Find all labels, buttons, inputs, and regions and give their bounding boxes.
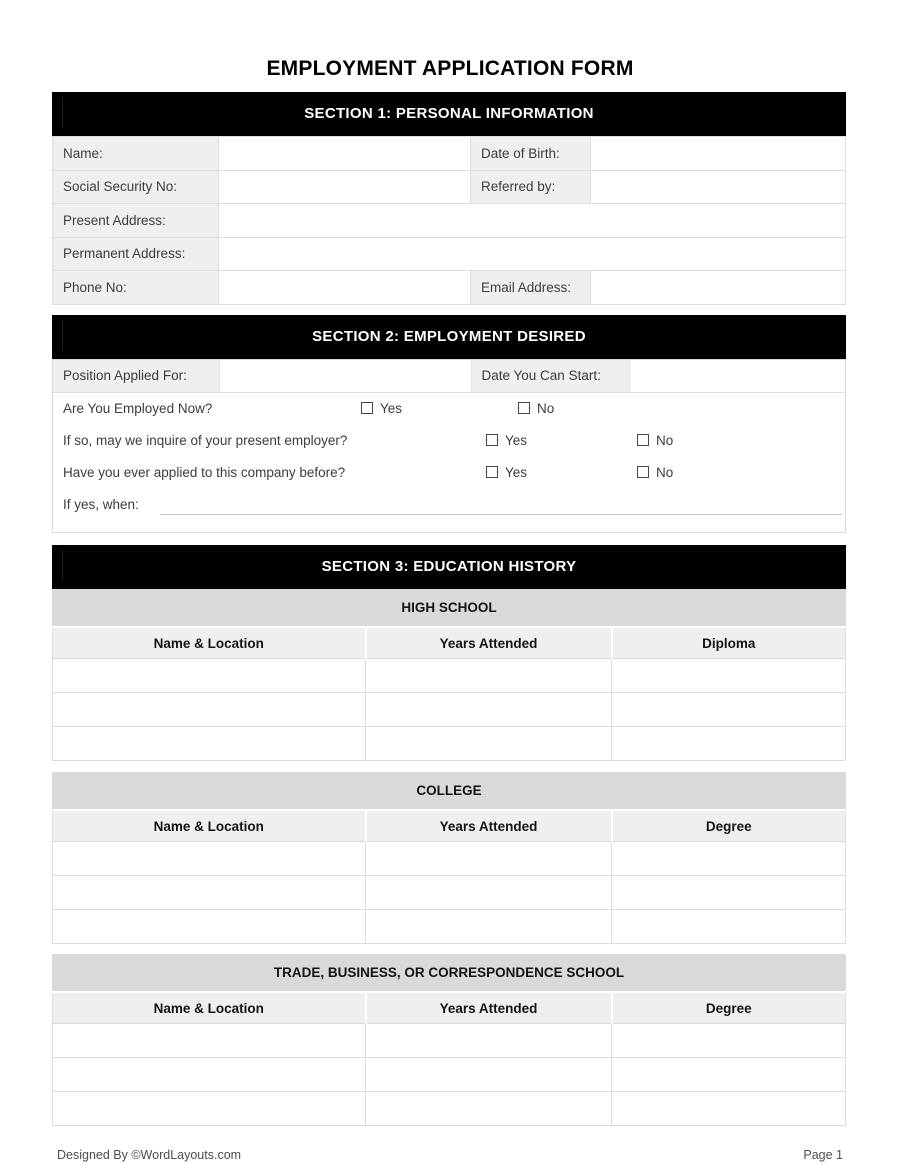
column-header-years-attended: Years Attended — [366, 627, 612, 659]
question-applied-before-row — [53, 457, 845, 489]
inquire-yes-checkbox[interactable] — [486, 425, 527, 457]
designed-by-credit: Designed By ©WordLayouts.com — [57, 1148, 242, 1162]
question-applied-before-label: Have you ever applied to this company before? — [63, 465, 346, 480]
personal-info-table — [52, 136, 846, 305]
trade-school-band: TRADE, BUSINESS, OR CORRESPONDENCE SCHOOL — [52, 954, 846, 991]
form-content — [52, 92, 846, 1162]
edu-cell[interactable] — [612, 1058, 846, 1092]
table-row — [53, 1092, 846, 1126]
permanent-address-label: Permanent Address: — [53, 237, 219, 271]
present-address-input[interactable] — [219, 204, 846, 238]
edu-cell[interactable] — [366, 1058, 612, 1092]
education-table-high-school — [52, 589, 846, 761]
table-row — [53, 271, 846, 305]
college-table — [52, 809, 846, 944]
date-start-input[interactable] — [629, 360, 845, 393]
present-address-label: Present Address: — [53, 204, 219, 238]
name-label: Name: — [53, 137, 219, 171]
table-header-row — [53, 627, 846, 659]
high-school-table — [52, 626, 846, 761]
edu-cell[interactable] — [612, 1092, 846, 1126]
edu-cell[interactable] — [612, 842, 846, 876]
table-row — [53, 727, 846, 761]
table-row — [53, 237, 846, 271]
phone-input[interactable] — [219, 271, 471, 305]
social-security-label: Social Security No: — [53, 170, 219, 204]
table-row — [53, 360, 845, 393]
no-option-label: No — [656, 465, 674, 480]
inquire-no-checkbox[interactable] — [637, 425, 673, 457]
column-header-degree: Degree — [612, 810, 846, 842]
email-label: Email Address: — [471, 271, 591, 305]
edu-cell[interactable] — [612, 910, 846, 944]
education-table-college — [52, 772, 846, 944]
edu-cell[interactable] — [366, 910, 612, 944]
edu-cell[interactable] — [53, 1024, 366, 1058]
applied-before-yes-checkbox[interactable] — [486, 457, 527, 489]
table-row — [53, 170, 846, 204]
edu-cell[interactable] — [53, 1058, 366, 1092]
section3-header-label: SECTION 3: EDUCATION HISTORY — [321, 558, 577, 575]
applied-before-no-checkbox[interactable] — [637, 457, 673, 489]
edu-cell[interactable] — [366, 727, 612, 761]
edu-cell[interactable] — [366, 1092, 612, 1126]
section2-header — [52, 315, 846, 359]
employed-yes-checkbox[interactable] — [361, 393, 402, 425]
section1-header-label: SECTION 1: PERSONAL INFORMATION — [304, 105, 594, 122]
edu-cell[interactable] — [53, 693, 366, 727]
checkbox-unchecked-icon[interactable] — [486, 434, 498, 446]
table-row — [53, 910, 846, 944]
yes-option-label: Yes — [505, 465, 528, 480]
social-security-input[interactable] — [219, 170, 471, 204]
referred-by-input[interactable] — [591, 170, 846, 204]
no-option-label: No — [537, 401, 555, 416]
date-of-birth-label: Date of Birth: — [471, 137, 591, 171]
checkbox-unchecked-icon[interactable] — [361, 402, 373, 414]
edu-cell[interactable] — [612, 1024, 846, 1058]
question-employed-label: Are You Employed Now? — [63, 401, 213, 416]
column-header-name-location: Name & Location — [53, 992, 366, 1024]
edu-cell[interactable] — [366, 1024, 612, 1058]
question-inquire-row — [53, 425, 845, 457]
edu-cell[interactable] — [53, 910, 366, 944]
table-row — [53, 137, 846, 171]
position-applied-label: Position Applied For: — [53, 360, 219, 393]
edu-cell[interactable] — [53, 659, 366, 693]
column-header-name-location: Name & Location — [53, 627, 366, 659]
yes-option-label: Yes — [380, 401, 403, 416]
checkbox-unchecked-icon[interactable] — [637, 434, 649, 446]
if-yes-when-input[interactable] — [160, 514, 842, 515]
page-number: Page 1 — [803, 1148, 843, 1162]
edu-cell[interactable] — [612, 727, 846, 761]
date-of-birth-input[interactable] — [591, 137, 846, 171]
email-input[interactable] — [591, 271, 846, 305]
column-header-name-location: Name & Location — [53, 810, 366, 842]
high-school-band: HIGH SCHOOL — [52, 589, 846, 626]
table-header-row — [53, 992, 846, 1024]
if-yes-when-row — [53, 489, 845, 521]
table-row — [53, 204, 846, 238]
employed-no-checkbox[interactable] — [518, 393, 554, 425]
education-table-trade-school — [52, 954, 846, 1126]
question-employed-row — [53, 393, 845, 425]
table-header-row — [53, 810, 846, 842]
checkbox-unchecked-icon[interactable] — [486, 466, 498, 478]
checkbox-unchecked-icon[interactable] — [637, 466, 649, 478]
section2-box — [52, 359, 846, 534]
column-header-diploma: Diploma — [612, 627, 846, 659]
table-row — [53, 842, 846, 876]
edu-cell[interactable] — [53, 1092, 366, 1126]
edu-cell[interactable] — [53, 842, 366, 876]
column-header-years-attended: Years Attended — [366, 992, 612, 1024]
edu-cell[interactable] — [366, 842, 612, 876]
edu-cell[interactable] — [53, 727, 366, 761]
table-row — [53, 1058, 846, 1092]
referred-by-label: Referred by: — [471, 170, 591, 204]
yes-option-label: Yes — [505, 433, 528, 448]
employment-desired-table — [53, 360, 845, 394]
question-inquire-label: If so, may we inquire of your present employer? — [63, 433, 348, 448]
page-title: EMPLOYMENT APPLICATION FORM — [266, 57, 634, 80]
page-footer — [52, 1148, 846, 1162]
table-row — [53, 659, 846, 693]
edu-cell[interactable] — [366, 659, 612, 693]
table-row — [53, 1024, 846, 1058]
edu-cell[interactable] — [366, 693, 612, 727]
no-option-label: No — [656, 433, 674, 448]
phone-label: Phone No: — [53, 271, 219, 305]
position-applied-input[interactable] — [219, 360, 471, 393]
edu-cell[interactable] — [612, 693, 846, 727]
column-header-degree: Degree — [612, 992, 846, 1024]
permanent-address-input[interactable] — [219, 237, 846, 271]
date-start-label: Date You Can Start: — [471, 360, 629, 393]
section2-header-label: SECTION 2: EMPLOYMENT DESIRED — [312, 327, 586, 345]
checkbox-unchecked-icon[interactable] — [518, 402, 530, 414]
trade-school-table — [52, 991, 846, 1126]
section3-header — [52, 545, 846, 589]
edu-cell[interactable] — [53, 876, 366, 910]
table-row — [53, 876, 846, 910]
college-band: COLLEGE — [52, 772, 846, 809]
edu-cell[interactable] — [612, 876, 846, 910]
if-yes-when-label: If yes, when: — [63, 497, 139, 512]
edu-cell[interactable] — [366, 876, 612, 910]
column-header-years-attended: Years Attended — [366, 810, 612, 842]
table-row — [53, 693, 846, 727]
name-input[interactable] — [219, 137, 471, 171]
section1-header — [52, 92, 846, 136]
edu-cell[interactable] — [612, 659, 846, 693]
